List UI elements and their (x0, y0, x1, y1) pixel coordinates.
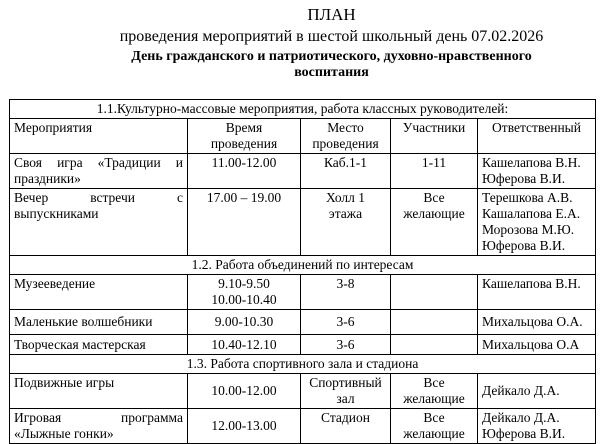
event-cell: Музееведение (10, 275, 188, 310)
responsible-cell: Дейкало Д.А. (478, 374, 596, 409)
col-time-header: Время проведения (188, 119, 301, 154)
table-row (10, 335, 596, 355)
place-cell: 3-8 (301, 275, 391, 310)
table-row (10, 310, 596, 335)
place-cell: Стадион (301, 409, 391, 444)
col-participants-header: Участники (391, 119, 478, 154)
section-row (10, 355, 596, 374)
participants-cell (391, 335, 478, 355)
time-cell: 17.00 – 19.00 (188, 189, 301, 256)
place-cell: Холл 1 этажа (301, 189, 391, 256)
col-responsible-header: Ответственный (478, 119, 596, 154)
time-cell: 9.10-9.50 10.00-10.40 (188, 275, 301, 310)
page-title: ПЛАН (307, 5, 356, 24)
participants-cell: Все желающие (391, 374, 478, 409)
plan-table (9, 99, 596, 444)
participants-cell: Все желающие (391, 409, 478, 444)
responsible-cell: Михальцова О.А. (478, 310, 596, 335)
section-row (10, 100, 596, 119)
theme-line-2: воспитания (294, 65, 369, 80)
participants-cell (391, 310, 478, 335)
col-event-header: Мероприятия (10, 119, 188, 154)
responsible-cell: Терешкова А.В. Кашалапова Е.А. Морозова М.Ю. Юферова В.И. (478, 189, 596, 256)
place-cell: Каб.1-1 (301, 154, 391, 189)
section-title: 1.3. Работа спортивного зала и стадиона (10, 355, 596, 374)
time-cell: 12.00-13.00 (188, 409, 301, 444)
time-cell: 9.00-10.30 (188, 310, 301, 335)
table-row (10, 154, 596, 189)
event-cell: Творческая мастерская (10, 335, 188, 355)
responsible-cell: Дейкало Д.А. Юферова В.И. (478, 409, 596, 444)
page-subtitle: проведения мероприятий в шестой школьный день 07.02.2026 (119, 28, 544, 45)
event-cell: Подвижные игры (10, 374, 188, 409)
time-cell: 10.40-12.10 (188, 335, 301, 355)
event-cell: Игровая программа «Лыжные гонки» (10, 409, 188, 444)
event-cell: Вечер встречи с выпускниками (10, 189, 188, 256)
section-title: 1.2. Работа объединений по интересам (10, 256, 596, 275)
section-title: 1.1.Культурно-массовые мероприятия, работа классных руководителей: (10, 100, 596, 119)
theme-line-1: День гражданского и патриотического, духовно-нравственного (131, 49, 532, 64)
responsible-cell: Кашелапова В.Н. Юферова В.И. (478, 154, 596, 189)
place-cell: Спортивный зал (301, 374, 391, 409)
participants-cell: Все желающие (391, 189, 478, 256)
participants-cell (391, 275, 478, 310)
time-cell: 11.00-12.00 (188, 154, 301, 189)
time-cell: 10.00-12.00 (188, 374, 301, 409)
table-row (10, 409, 596, 444)
table-row (10, 374, 596, 409)
section-row (10, 256, 596, 275)
header-row (10, 119, 596, 154)
table-row (10, 275, 596, 310)
event-cell: Своя игра «Традиции и праздники» (10, 154, 188, 189)
responsible-cell: Кашелапова В.Н. (478, 275, 596, 310)
responsible-cell: Михальцова О.А (478, 335, 596, 355)
place-cell: 3-6 (301, 335, 391, 355)
col-place-header: Место проведения (301, 119, 391, 154)
event-cell: Маленькие волшебники (10, 310, 188, 335)
participants-cell: 1-11 (391, 154, 478, 189)
table-row (10, 189, 596, 256)
place-cell: 3-6 (301, 310, 391, 335)
